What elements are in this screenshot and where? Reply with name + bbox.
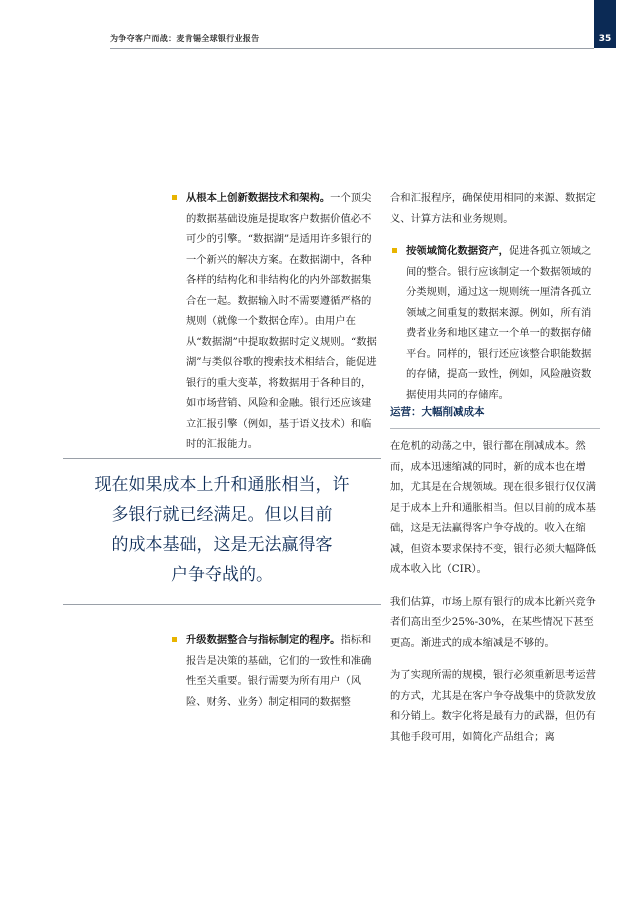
- bullet-item: [170, 630, 380, 712]
- header-rule: [110, 48, 594, 49]
- section-rule: [390, 428, 600, 429]
- pull-quote-line: 现在如果成本上升和通胀相当，许: [94, 475, 350, 495]
- bullet-heading: 从根本上创新数据技术和架构。: [186, 192, 331, 204]
- bullet-heading: 升级数据整合与指标制定的程序。: [186, 634, 341, 646]
- pull-quote-line: 的成本基础，这是无法赢得客: [111, 535, 333, 555]
- right-column-top: [390, 188, 600, 405]
- pull-quote-line: 多银行就已经满足。但以目前: [111, 505, 333, 525]
- bullet-text: 指标和报告是决策的基础，它们的一致性和准确性至关重要。银行需要为所有用户（风险、财务、业务）制定相同的数据整: [186, 634, 372, 708]
- section-heading: 运营：大幅削减成本: [390, 406, 485, 418]
- bullet-marker: [172, 637, 177, 642]
- bullet-marker: [172, 195, 177, 200]
- continuation-text: 合和汇报程序，确保使用相同的来源、数据定义、计算方法和业务规则。: [390, 192, 596, 225]
- bullet-item: [170, 188, 380, 455]
- page-number: 35: [594, 0, 616, 48]
- pull-quote-line: 户争夺战的。: [171, 565, 273, 585]
- left-column-top: [170, 188, 380, 455]
- bullet-text: 一个顶尖的数据基础设施是提取客户数据价值必不可少的引擎。“数据湖”是适用许多银行的一个新兴的解决方案。在数据湖中，各种各样的结构化和非结构化的内外部数据集合在一起。数据输入时不需要遵循严格的规则（就像一个数据仓库）。由用户在从“数据湖”中提取数据时定义规则。“数据湖”与类似谷歌的搜索技术相结合，能促进银行的重大变革，将数据用于各种目的，如市场营销、风险和金融。银行还应该建立汇报引擎（例如，基于语义技术）和临时的汇报能力。: [186, 192, 377, 450]
- bullet-heading: 按领域简化数据资产，: [406, 245, 509, 257]
- paragraph: 为了实现所需的规模，银行必须重新思考运营的方式，尤其是在客户争夺战集中的贷款发放和分销上。数字化将是最有力的武器，但仍有其他手段可用，如简化产品组合；离: [390, 669, 596, 743]
- paragraph: 我们估算，市场上原有银行的成本比新兴竞争者们高出至少25%-30%，在某些情况下甚至更高。渐进式的成本缩减是不够的。: [390, 595, 596, 649]
- right-column-body: [390, 436, 600, 747]
- bullet-text: 促进各孤立领域之间的整合。银行应该制定一个数据领域的分类规则，通过这一规则统一厘清各孤立领域之间重复的数据来源。例如，所有消费者业务和地区建立一个单一的数据存储平台。同样的，银行还应该整合职能数据的存储，提高一致性，例如，风险融资数据使用共同的存储库。: [406, 245, 592, 401]
- pull-quote-bottom-rule: [63, 604, 381, 605]
- pull-quote: [63, 470, 381, 590]
- bullet-marker: [392, 248, 397, 253]
- left-column-bottom: [170, 630, 380, 712]
- bullet-item: [390, 241, 600, 405]
- pull-quote-top-rule: [63, 458, 381, 459]
- header-title: 为争夺客户而战：麦肯锡全球银行业报告: [110, 33, 260, 43]
- paragraph: 在危机的动荡之中，银行都在削减成本。然而，成本迅速缩减的同时，新的成本也在增加，尤其是在合规领域。现在很多银行仅仅满足于成本上升和通胀相当。但以目前的成本基础，这是无法赢得客户争夺战的。收入在缩减，但资本要求保持不变，银行必须大幅降低成本收入比（CIR）。: [390, 440, 596, 575]
